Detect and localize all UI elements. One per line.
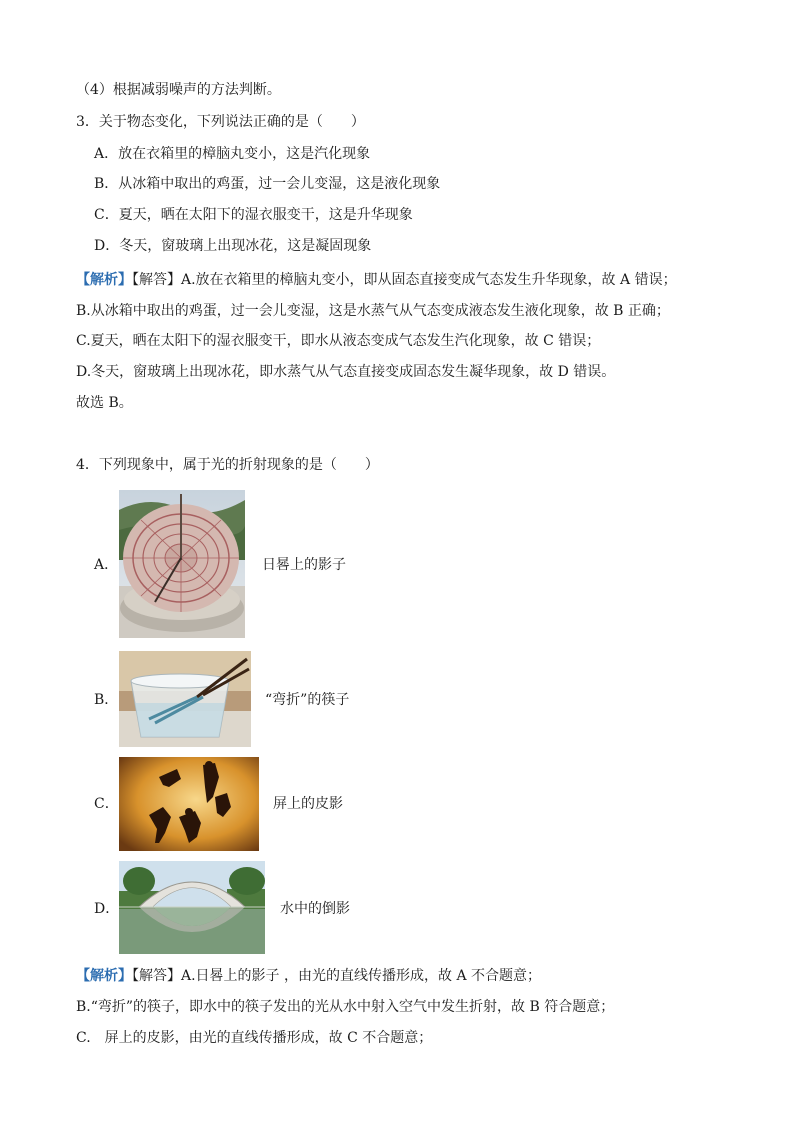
bridge-reflection-image [119,861,265,954]
q4-option-d-letter: D． [94,901,120,917]
chopsticks-cup-image [119,651,251,747]
q3-analysis-line-2: B.从冰箱中取出的鸡蛋，过一会儿变湿，这是水蒸气从气态变成液态发生液化现象，故 B 正确； [76,303,670,319]
q3-option-a: A．放在衣箱里的樟脑丸变小，这是汽化现象 [94,146,371,162]
q4-option-b-letter: B． [94,692,119,708]
q4-analysis-line-3: C. 屏上的皮影，由光的直线传播形成，故 C 不合题意； [76,1030,433,1046]
q4-analysis-text-1: 【解答】A.日晷上的影子 ，由光的直线传播形成，故 A 不合题意； [132,968,542,984]
q4-analysis-line-1 [76,966,541,986]
q4-stem: 4．下列现象中，属于光的折射现象的是（ ） [76,457,379,473]
q4-analysis-tag: 【解析】 [76,968,132,984]
q4-analysis-line-2: B.“弯折”的筷子，即水中的筷子发出的光从水中射入空气中发生折射，故 B 符合题意； [76,999,615,1015]
q4-option-c-caption: 屏上的皮影 [273,796,343,812]
q3-answer: 故选 B。 [76,395,133,411]
q3-option-b: B．从冰箱中取出的鸡蛋，过一会儿变湿，这是液化现象 [94,176,441,192]
q3-analysis-text-1: 【解答】A.放在衣箱里的樟脑丸变小，即从固态直接变成气态发生升华现象，故 A 错误； [132,272,677,288]
q4-option-d-caption: 水中的倒影 [280,901,350,917]
q3-analysis-line-1 [76,270,677,290]
q4-option-c-letter: C． [94,796,119,812]
sundial-image [119,490,245,638]
q3-analysis-tag: 【解析】 [76,272,132,288]
shadow-puppet-image [119,757,259,851]
q3-stem: 3．关于物态变化，下列说法正确的是（ ） [76,114,365,130]
q4-option-b-caption: “弯折”的筷子 [265,692,350,708]
q4-option-a-letter: A． [94,557,119,573]
q3-option-c: C．夏天，晒在太阳下的湿衣服变干，这是升华现象 [94,207,413,223]
q2-tail-text: （4）根据减弱噪声的方法判断。 [76,82,281,98]
q3-analysis-line-3: C.夏天，晒在太阳下的湿衣服变干，即水从液态变成气态发生汽化现象，故 C 错误； [76,333,601,349]
q4-option-a-caption: 日晷上的影子 [262,557,346,573]
q3-option-d: D．冬天，窗玻璃上出现冰花，这是凝固现象 [94,238,372,254]
q3-analysis-line-4: D.冬天，窗玻璃上出现冰花，即水蒸气从气态直接变成固态发生凝华现象，故 D 错误。 [76,364,616,380]
